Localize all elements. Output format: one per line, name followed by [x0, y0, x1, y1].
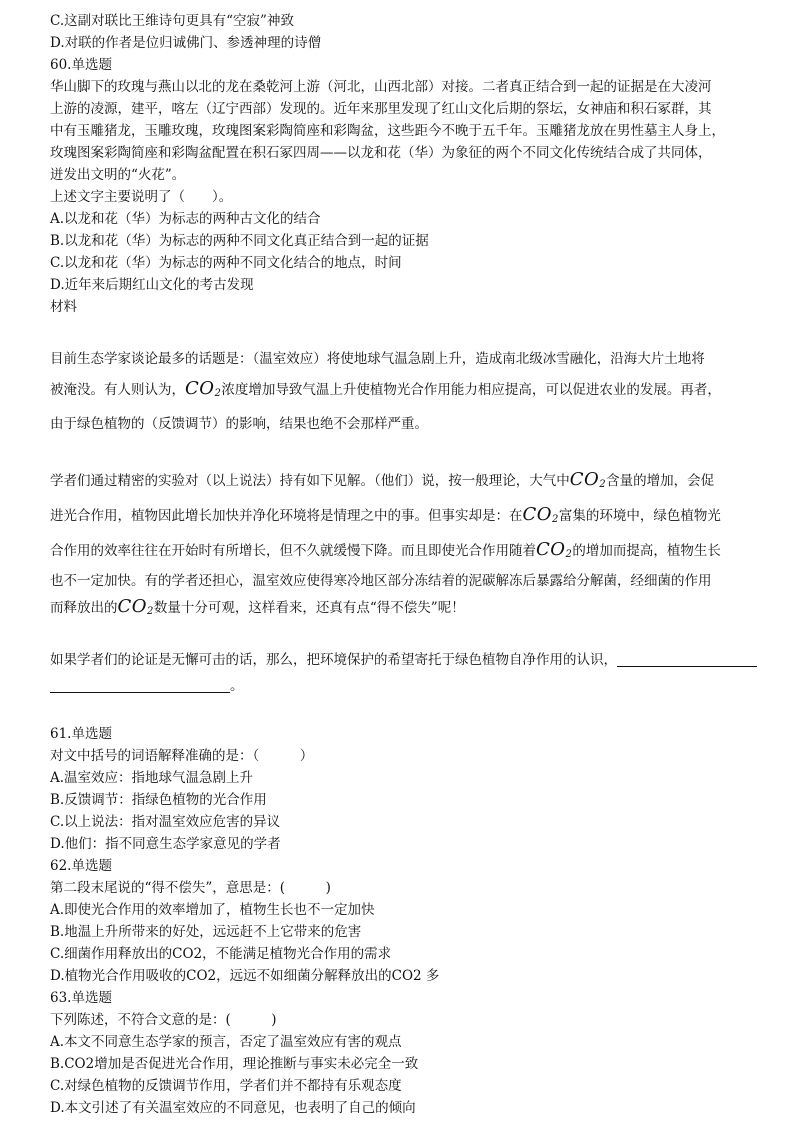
- q60-stem: 上述文字主要说明了（ ）。: [50, 189, 233, 205]
- q60-passage-line: 华山脚下的玫瑰与燕山以北的龙在桑乾河上游（河北，山西北部）对接。二者真正结合到一起的证据是在大凌河: [50, 79, 712, 95]
- q63-option-d[interactable]: D.本文引述了有关温室效应的不同意见，也表明了自己的倾向: [50, 1100, 416, 1116]
- co2-formula: $CO_2$: [569, 469, 607, 490]
- material-p2-line: 而释放出的$CO_2$数量十分可观，这样看来，还真有点“得不偿失”呢！: [50, 596, 465, 617]
- q62-option-d[interactable]: D.植物光合作用吸收的CO2，远远不如细菌分解释放出的CO2 多: [50, 968, 440, 984]
- q59-option-d[interactable]: D.对联的作者是位归诚佛门、参透神理的诗僧: [50, 35, 322, 51]
- q63-option-a[interactable]: A.本文不同意生态学家的预言，否定了温室效应有害的观点: [50, 1034, 402, 1050]
- q61-option-b[interactable]: B.反馈调节：指绿色植物的光合作用: [50, 792, 267, 808]
- material-paragraph-2: [50, 465, 786, 627]
- q60-header: 60.单选题: [50, 57, 112, 73]
- material-p1-line: 被淹没。有人则认为，$CO_2$浓度增加导致气温上升使植物光合作用能力相应提高，可以促进农业的发展。再者，: [50, 378, 721, 399]
- q60-passage: [50, 76, 786, 186]
- exam-page: [50, 10, 786, 1119]
- q63-stem: 下列陈述，不符合文意的是：( ): [50, 1012, 277, 1028]
- q60-option-b[interactable]: B.以龙和花（华）为标志的两种不同文化真正结合到一起的证据: [50, 233, 429, 249]
- material-p2-line: 也不一定加快。有的学者还担心，温室效应使得寒冷地区部分冻结着的泥碳解冻后暴露给分解菌，经细菌的作用: [50, 573, 712, 589]
- q63-option-c[interactable]: C.对绿色植物的反馈调节作用，学者们并不都持有乐观态度: [50, 1078, 402, 1094]
- material-p3-line: 如果学者们的论证是无懈可击的话，那么，把环境保护的希望寄托于绿色植物自净作用的认识，: [50, 645, 786, 675]
- q61-option-d[interactable]: D.他们：指不同意生态学家意见的学者: [50, 836, 281, 852]
- q60-option-d[interactable]: D.近年来后期红山文化的考古发现: [50, 277, 254, 293]
- q61-option-a[interactable]: A.温室效应：指地球气温急剧上升: [50, 770, 254, 786]
- material-p3-line: 。: [50, 675, 786, 697]
- co2-formula: $CO_2$: [117, 596, 154, 617]
- q63-header: 63.单选题: [50, 990, 112, 1006]
- q62-option-c[interactable]: C.细菌作用释放出的CO2，不能满足植物光合作用的需求: [50, 946, 392, 962]
- material-paragraph-1: [50, 344, 786, 439]
- material-p1-line: 由于绿色植物的（反馈调节）的影响，结果也绝不会那样严重。: [50, 416, 428, 432]
- material-label: 材料: [50, 299, 77, 315]
- q62-header: 62.单选题: [50, 858, 112, 874]
- q60-option-a[interactable]: A.以龙和花（华）为标志的两种古文化的结合: [50, 211, 321, 227]
- material-paragraph-3: [50, 645, 786, 697]
- q60-passage-line: 迸发出文明的“火花”。: [50, 167, 186, 183]
- q60-passage-line: 玫瑰图案彩陶简座和彩陶盆配置在积石冢四周——以龙和花（华）为象征的两个不同文化传统结合成了共同体，: [50, 145, 712, 161]
- answer-blank[interactable]: [617, 650, 757, 667]
- q61-stem: 对文中括号的词语解释准确的是：（ ）: [50, 748, 314, 764]
- q60-passage-line: 上游的凌源，建平，喀左（辽宁西部）发现的。近年来那里发现了红山文化后期的祭坛，女神庙和积石冢群，其: [50, 101, 712, 117]
- q60-option-c[interactable]: C.以龙和花（华）为标志的两种不同文化结合的地点，时间: [50, 255, 402, 271]
- material-p1-line: 目前生态学家谈论最多的话题是：（温室效应）将使地球气温急剧上升，造成南北级冰雪融化，沿海大片土地将: [50, 351, 705, 367]
- co2-formula: $CO_2$: [185, 378, 222, 399]
- co2-formula: $CO_2$: [522, 504, 559, 525]
- co2-formula: $CO_2$: [536, 539, 573, 560]
- q63-option-b[interactable]: B.CO2增加是否促进光合作用，理论推断与事实未必完全一致: [50, 1056, 419, 1072]
- q60-passage-line: 中有玉雕猪龙，玉雕玫瑰，玫瑰图案彩陶简座和彩陶盆，这些距今不晚于五千年。玉雕猪龙放在男性墓主人身上，: [50, 123, 725, 139]
- q61-header: 61.单选题: [50, 726, 112, 742]
- q62-option-a[interactable]: A.即使光合作用的效率增加了，植物生长也不一定加快: [50, 902, 375, 918]
- material-p2-line: 合作用的效率往往在开始时有所增长，但不久就缓慢下降。而且即使光合作用随着$CO_2$的增加而提高，植物生长: [50, 539, 721, 560]
- answer-blank[interactable]: [50, 676, 230, 693]
- material-p2-line: 进光合作用，植物因此增长加快并净化环境将是情理之中的事。但事实却是：在$CO_2$富集的环境中，绿色植物光: [50, 504, 721, 525]
- material-p2-line: 学者们通过精密的实验对（以上说法）持有如下见解。（他们）说，按一般理论，大气中$CO_2$含量的增加，会促: [50, 469, 715, 490]
- q62-option-b[interactable]: B.地温上升所带来的好处，远远赶不上它带来的危害: [50, 924, 362, 940]
- q59-option-c[interactable]: C.这副对联比王维诗句更具有“空寂”神致: [50, 13, 294, 29]
- q62-stem: 第二段末尾说的“得不偿失”，意思是：( ): [50, 880, 331, 896]
- q61-option-c[interactable]: C.以上说法：指对温室效应危害的异议: [50, 814, 281, 830]
